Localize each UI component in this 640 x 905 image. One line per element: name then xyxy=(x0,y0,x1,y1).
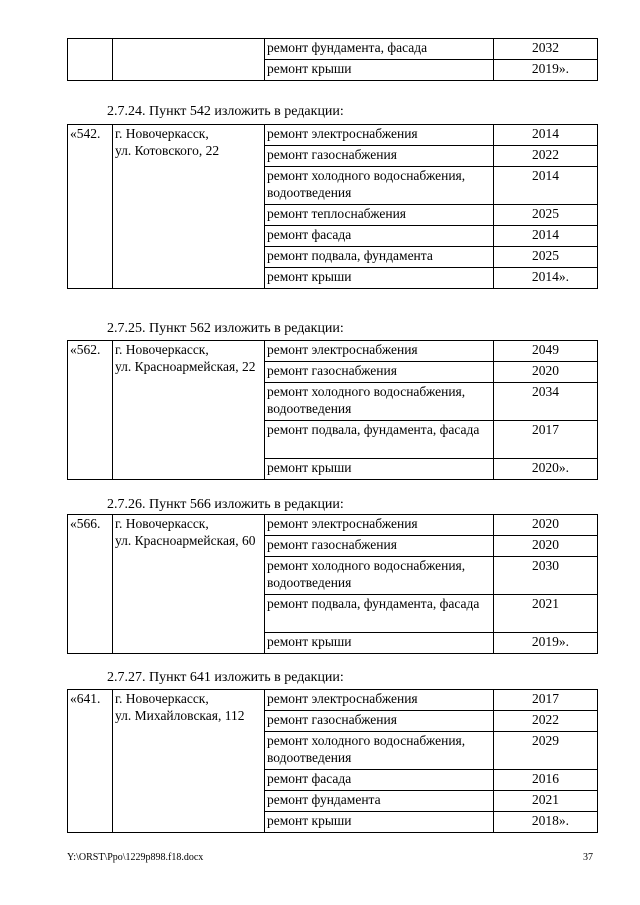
work-cell: ремонт газоснабжения xyxy=(265,711,494,732)
work-cell: ремонт электроснабжения xyxy=(265,125,494,146)
year-cell: 2025 xyxy=(494,205,598,226)
address-cell xyxy=(113,39,265,81)
work-cell: ремонт фундамента, фасада xyxy=(265,39,494,60)
year-cell: 2018». xyxy=(494,812,598,833)
year-cell: 2017 xyxy=(494,421,598,459)
work-cell: ремонт электроснабжения xyxy=(265,341,494,362)
work-cell: ремонт фасада xyxy=(265,226,494,247)
work-cell: ремонт теплоснабжения xyxy=(265,205,494,226)
item-number: «562. xyxy=(68,341,113,480)
work-cell: ремонт фундамента xyxy=(265,791,494,812)
year-cell: 2020 xyxy=(494,515,598,536)
address-cell xyxy=(113,341,265,480)
year-cell: 2019». xyxy=(494,633,598,654)
address-street: ул. Михайловская, 112 xyxy=(115,708,245,723)
work-cell: ремонт крыши xyxy=(265,459,494,480)
address-city: г. Новочеркасск, xyxy=(115,342,209,357)
work-cell: ремонт крыши xyxy=(265,633,494,654)
work-cell: ремонт холодного водоснабжения, водоотведения xyxy=(265,167,494,205)
work-cell: ремонт фасада xyxy=(265,770,494,791)
address-street: ул. Красноармейская, 22 xyxy=(115,359,256,374)
work-cell: ремонт подвала, фундамента, фасада xyxy=(265,421,494,459)
year-cell: 2016 xyxy=(494,770,598,791)
work-cell: ремонт газоснабжения xyxy=(265,536,494,557)
work-cell: ремонт крыши xyxy=(265,268,494,289)
work-cell: ремонт крыши xyxy=(265,60,494,81)
work-cell: ремонт электроснабжения xyxy=(265,690,494,711)
address-cell xyxy=(113,690,265,833)
year-cell: 2032 xyxy=(494,39,598,60)
section-table-542 xyxy=(67,124,598,289)
year-cell: 2025 xyxy=(494,247,598,268)
work-cell: ремонт холодного водоснабжения, водоотведения xyxy=(265,383,494,421)
work-cell: ремонт подвала, фундамента, фасада xyxy=(265,595,494,633)
address-city: г. Новочеркасск, xyxy=(115,516,209,531)
continuation-table xyxy=(67,38,598,81)
section-table-566 xyxy=(67,514,598,654)
year-cell: 2019». xyxy=(494,60,598,81)
year-cell: 2014 xyxy=(494,125,598,146)
section-table-562 xyxy=(67,340,598,480)
year-cell: 2014 xyxy=(494,226,598,247)
year-cell: 2017 xyxy=(494,690,598,711)
work-cell: ремонт холодного водоснабжения, водоотведения xyxy=(265,732,494,770)
year-cell: 2014 xyxy=(494,167,598,205)
item-number: «542. xyxy=(68,125,113,289)
work-cell: ремонт холодного водоснабжения, водоотведения xyxy=(265,557,494,595)
table-row xyxy=(68,515,598,536)
address-street: ул. Котовского, 22 xyxy=(115,143,220,158)
section-table-641 xyxy=(67,689,598,833)
address-street: ул. Красноармейская, 60 xyxy=(115,533,256,548)
item-number: «566. xyxy=(68,515,113,654)
year-cell: 2020 xyxy=(494,536,598,557)
work-cell: ремонт подвала, фундамента xyxy=(265,247,494,268)
work-cell: ремонт газоснабжения xyxy=(265,362,494,383)
address-city: г. Новочеркасск, xyxy=(115,126,209,141)
year-cell: 2021 xyxy=(494,791,598,812)
number-cell xyxy=(68,39,113,81)
year-cell: 2022 xyxy=(494,146,598,167)
year-cell: 2049 xyxy=(494,341,598,362)
address-city: г. Новочеркасск, xyxy=(115,691,209,706)
year-cell: 2020». xyxy=(494,459,598,480)
year-cell: 2029 xyxy=(494,732,598,770)
year-cell: 2030 xyxy=(494,557,598,595)
address-cell xyxy=(113,515,265,654)
address-cell xyxy=(113,125,265,289)
work-cell: ремонт газоснабжения xyxy=(265,146,494,167)
year-cell: 2021 xyxy=(494,595,598,633)
section-heading: 2.7.26. Пункт 566 изложить в редакции: xyxy=(107,497,344,512)
table-row xyxy=(68,341,598,362)
footer-page-number: 37 xyxy=(583,852,593,863)
year-cell: 2020 xyxy=(494,362,598,383)
table-row xyxy=(68,690,598,711)
table-row xyxy=(68,125,598,146)
year-cell: 2034 xyxy=(494,383,598,421)
section-heading: 2.7.25. Пункт 562 изложить в редакции: xyxy=(107,321,344,336)
work-cell: ремонт крыши xyxy=(265,812,494,833)
year-cell: 2014». xyxy=(494,268,598,289)
section-heading: 2.7.27. Пункт 641 изложить в редакции: xyxy=(107,670,344,685)
item-number: «641. xyxy=(68,690,113,833)
work-cell: ремонт электроснабжения xyxy=(265,515,494,536)
footer-file-path: Y:\ORST\Ppo\1229p898.f18.docx xyxy=(67,852,204,863)
section-heading: 2.7.24. Пункт 542 изложить в редакции: xyxy=(107,104,344,119)
year-cell: 2022 xyxy=(494,711,598,732)
table-row xyxy=(68,39,598,60)
